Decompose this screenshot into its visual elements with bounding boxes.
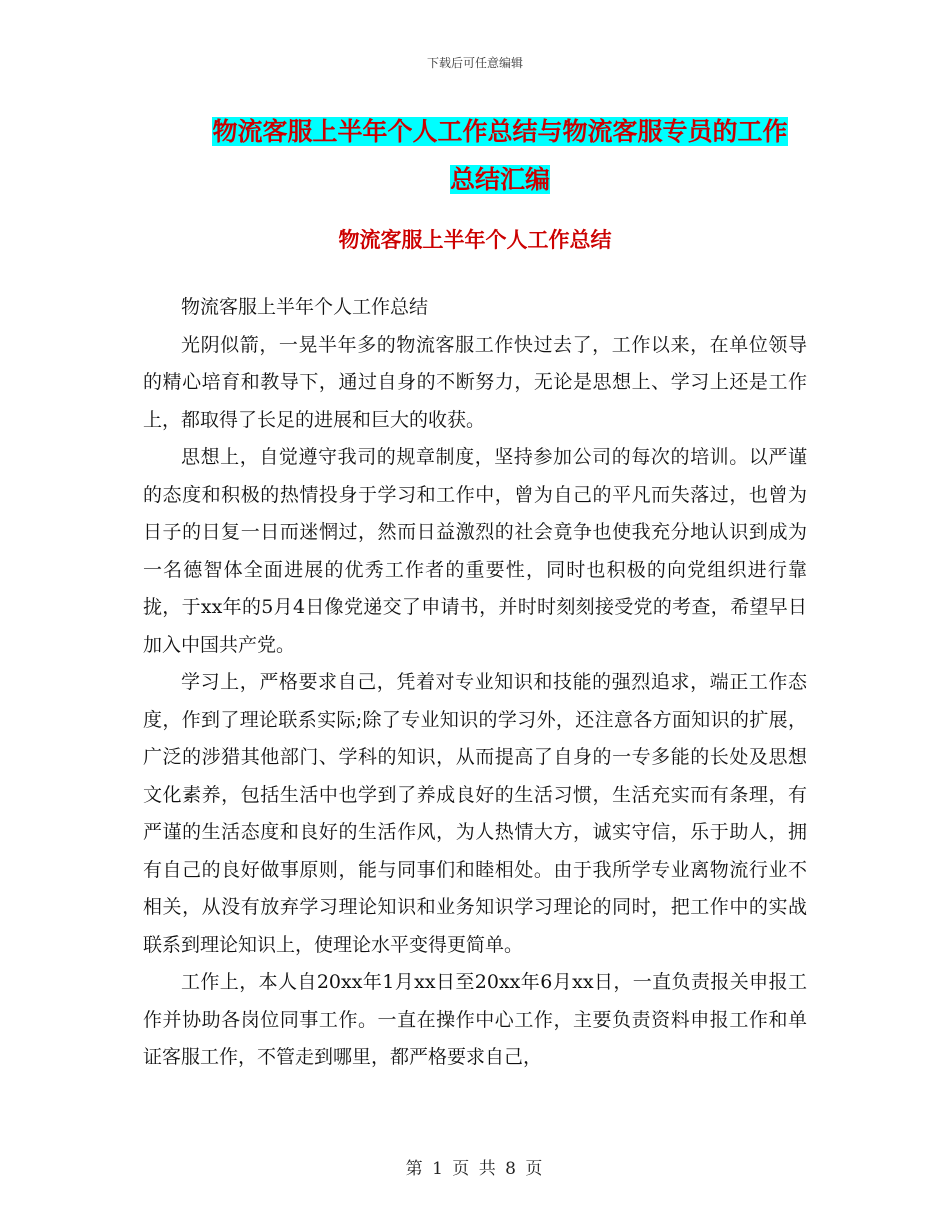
- paragraph: 学习上，严格要求自己，凭着对专业知识和技能的强烈追求，端正工作态度，作到了理论联系实际;除了专业知识的学习外，还注意各方面知识的扩展，广泛的涉猎其他部门、学科的知识，从而提高了自身的一专多能的长处及思想文化素养，包括生活中也学到了养成良好的生活习惯，生活充实而有条理，有严谨的生活态度和良好的生活作风，为人热情大方，诚实守信，乐于助人，拥有自己的良好做事原则，能与同事们和睦相处。由于我所学专业离物流行业不相关，从没有放弃学习理论知识和业务知识学习理论的同时，把工作中的实战联系到理论知识上，使理论水平变得更简单。: [143, 671, 807, 956]
- body-text: [143, 289, 807, 1077]
- document-title-line-2: 总结汇编: [449, 165, 550, 194]
- document-title-line-1: 物流客服上半年个人工作总结与物流客服专员的工作: [212, 117, 788, 146]
- page-footer: 第 1 页 共 8 页: [405, 1159, 545, 1179]
- paragraph: 思想上，自觉遵守我司的规章制度，坚持参加公司的每次的培训。以严谨的态度和积极的热情投身于学习和工作中，曾为自己的平凡而失落过，也曾为日子的日复一日而迷惘过，然而日益激烈的社会竟争也使我充分地认识到成为一名德智体全面进展的优秀工作者的重要性，同时也积极的向党组织进行靠拢，于xx年的5月4日像党递交了申请书，并时时刻刻接受党的考查，希望早日加入中国共产党。: [143, 446, 807, 656]
- paragraph: 光阴似箭，一晃半年多的物流客服工作快过去了，工作以来，在单位领导的精心培育和教导下，通过自身的不断努力，无论是思想上、学习上还是工作上，都取得了长足的进展和巨大的收获。: [143, 333, 807, 431]
- header-note: 下载后可任意编辑: [426, 56, 523, 70]
- document-title: [190, 108, 810, 204]
- section-title: 物流客服上半年个人工作总结: [338, 228, 612, 252]
- paragraph: 物流客服上半年个人工作总结: [181, 296, 429, 318]
- paragraph: 工作上，本人自20xx年1月xx日至20xx年6月xx日，一直负责报关申报工作并协助各岗位同事工作。一直在操作中心工作，主要负责资料申报工作和单证客服工作，不管走到哪里，都严格要求自己，: [143, 971, 807, 1068]
